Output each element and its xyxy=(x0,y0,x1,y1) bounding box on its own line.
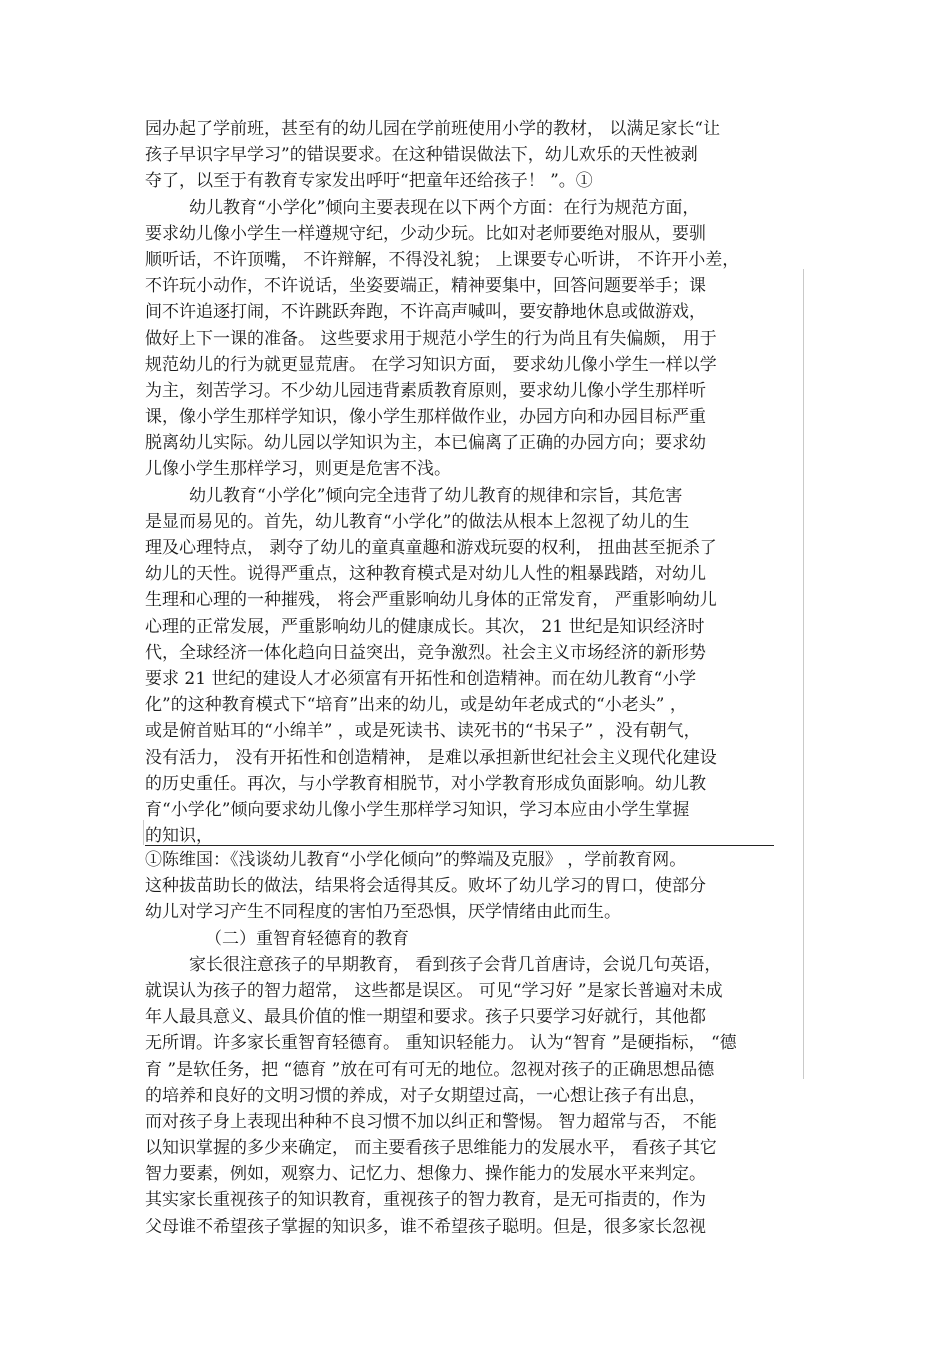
footnote-and-continuation xyxy=(145,847,785,1240)
text-line-25: 没有活力， 没有开拓性和创造精神， 是难以承担新世纪社会主义现代化建设 xyxy=(145,747,717,768)
text-line-3: 夺了，以至于有教育专家发出呼吁“把童年还给孩子！ ”。① xyxy=(145,171,593,192)
text-line-12: 课，像小学生那样学知识，像小学生那样做作业，办园方向和办园目标严重 xyxy=(145,407,706,428)
paragraph-start-line: 幼儿教育“小学化”倾向主要表现在以下两个方面：在行为规范方面， xyxy=(189,197,700,218)
text-line-6: 顺听话，不许顶嘴， 不许辩解，不得没礼貌； 上课要专心听讲， 不许开小差， xyxy=(145,249,740,270)
text-line-10: 规范幼儿的行为就更显荒唐。 在学习知识方面， 要求幼儿像小学生一样以学 xyxy=(145,354,717,375)
text-line-20: 心理的正常发展，严重影响幼儿的健康成长。其次， 21 世纪是知识经济时 xyxy=(145,616,705,637)
text-line-11: 为主，刻苦学习。不少幼儿园违背素质教育原则，要求幼儿像小学生那样听 xyxy=(145,380,706,401)
continuation-line-12: 智力要素，例如，观察力、记忆力、想像力、操作能力的发展水平来判定。 xyxy=(145,1164,706,1185)
continuation-line-8: 育 ”是软任务，把 “德育 ”放在可有可无的地位。忽视对孩子的正确思想品德 xyxy=(145,1059,715,1080)
section-heading: （二）重智育轻德育的教育 xyxy=(205,928,409,949)
text-line-5: 要求幼儿像小学生一样遵规守纪，少动少玩。比如对老师要绝对服从，要驯 xyxy=(145,223,706,244)
main-text-block xyxy=(145,116,785,849)
footnote-separator xyxy=(145,845,774,846)
text-line-19: 生理和心理的一种摧残， 将会严重影响幼儿身体的正常发育， 严重影响幼儿 xyxy=(145,590,717,611)
text-line-16: 是显而易见的。首先，幼儿教育“小学化”的做法从根本上忽视了幼儿的生 xyxy=(145,511,690,532)
text-line-26: 的历史重任。再次，与小学教育相脱节，对小学教育形成负面影响。幼儿教 xyxy=(145,773,706,794)
continuation-line-14: 父母谁不希望孩子掌握的知识多，谁不希望孩子聪明。但是，很多家长忽视 xyxy=(145,1216,706,1237)
continuation-line-2: 幼儿对学习产生不同程度的害怕乃至恐惧，厌学情绪由此而生。 xyxy=(145,902,621,923)
continuation-line-5: 就误认为孩子的智力超常， 这些都是误区。 可见“学习好 ”是家长普遍对未成 xyxy=(145,980,723,1001)
text-line-13: 脱离幼儿实际。幼儿园以学知识为主，本已偏离了正确的办园方向；要求幼 xyxy=(145,433,706,454)
text-line-24: 或是俯首贴耳的“小绵羊” ，或是死读书、读死书的“书呆子” ，没有朝气， xyxy=(145,721,701,742)
text-line-17: 理及心理特点， 剥夺了幼儿的童真童趣和游戏玩耍的权利， 扭曲甚至扼杀了 xyxy=(145,538,717,558)
text-line-23: 化”的这种教育模式下“培育”出来的幼儿，或是幼年老成式的“小老头” ， xyxy=(145,695,687,716)
frame-divider-vertical xyxy=(803,269,804,1079)
paragraph-start-line: 幼儿教育“小学化”倾向完全违背了幼儿教育的规律和宗旨，其危害 xyxy=(189,485,683,506)
text-line-28: 的知识， xyxy=(145,826,213,847)
continuation-line-9: 的培养和良好的文明习惯的养成，对子女期望过高，一心想让孩子有出息， xyxy=(145,1085,706,1106)
text-line-27: 育“小学化”倾向要求幼儿像小学生那样学习知识，学习本应由小学生掌握 xyxy=(145,799,690,820)
continuation-line-13: 其实家长重视孩子的知识教育，重视孩子的智力教育，是无可指责的，作为 xyxy=(145,1190,706,1211)
paragraph-start-line: 家长很注意孩子的早期教育， 看到孩子会背几首唐诗，会说几句英语， xyxy=(189,954,722,975)
text-line-7: 不许玩小动作，不许说话，坐姿要端正，精神要集中，回答问题要举手；课 xyxy=(145,276,706,297)
text-line-14: 儿像小学生那样学习，则更是危害不浅。 xyxy=(145,459,451,480)
continuation-line-10: 而对孩子身上表现出种种不良习惯不加以纠正和警惕。 智力超常与否， 不能 xyxy=(145,1111,717,1132)
text-line-8: 间不许追逐打闹，不许跳跃奔跑，不许高声喊叫，要安静地休息或做游戏， xyxy=(145,302,706,323)
text-line-1: 园办起了学前班，甚至有的幼儿园在学前班使用小学的教材， 以满足家长“让 xyxy=(145,119,721,139)
continuation-line-1: 这种拔苗助长的做法，结果将会适得其反。败坏了幼儿学习的胃口，使部分 xyxy=(145,876,706,897)
footnote-text: ①陈维国：《浅谈幼儿教育“小学化倾向”的弊端及克服》 ，学前教育网。 xyxy=(145,850,687,870)
text-line-9: 做好上下一课的准备。 这些要求用于规范小学生的行为尚且有失偏颇， 用于 xyxy=(145,328,717,349)
continuation-line-11: 以知识掌握的多少来确定， 而主要看孩子思维能力的发展水平， 看孩子其它 xyxy=(145,1138,717,1159)
text-line-22: 要求 21 世纪的建设人才必须富有开拓性和创造精神。而在幼儿教育“小学 xyxy=(145,668,697,689)
text-line-18: 幼儿的天性。说得严重点，这种教育模式是对幼儿人性的粗暴践踏，对幼儿 xyxy=(145,564,706,585)
text-line-21: 代，全球经济一体化趋向日益突出，竞争激烈。社会主义市场经济的新形势 xyxy=(145,642,706,663)
continuation-line-6: 年人最具意义、最具价值的惟一期望和要求。孩子只要学习好就行，其他都 xyxy=(145,1007,706,1028)
continuation-line-7: 无所谓。许多家长重智育轻德育。 重知识轻能力。 认为“智育 ”是硬指标， “德 xyxy=(145,1033,737,1054)
text-line-2: 孩子早识字早学习”的错误要求。在这种错误做法下，幼儿欢乐的天性被剥 xyxy=(145,145,698,166)
frame-divider-left xyxy=(143,820,144,845)
